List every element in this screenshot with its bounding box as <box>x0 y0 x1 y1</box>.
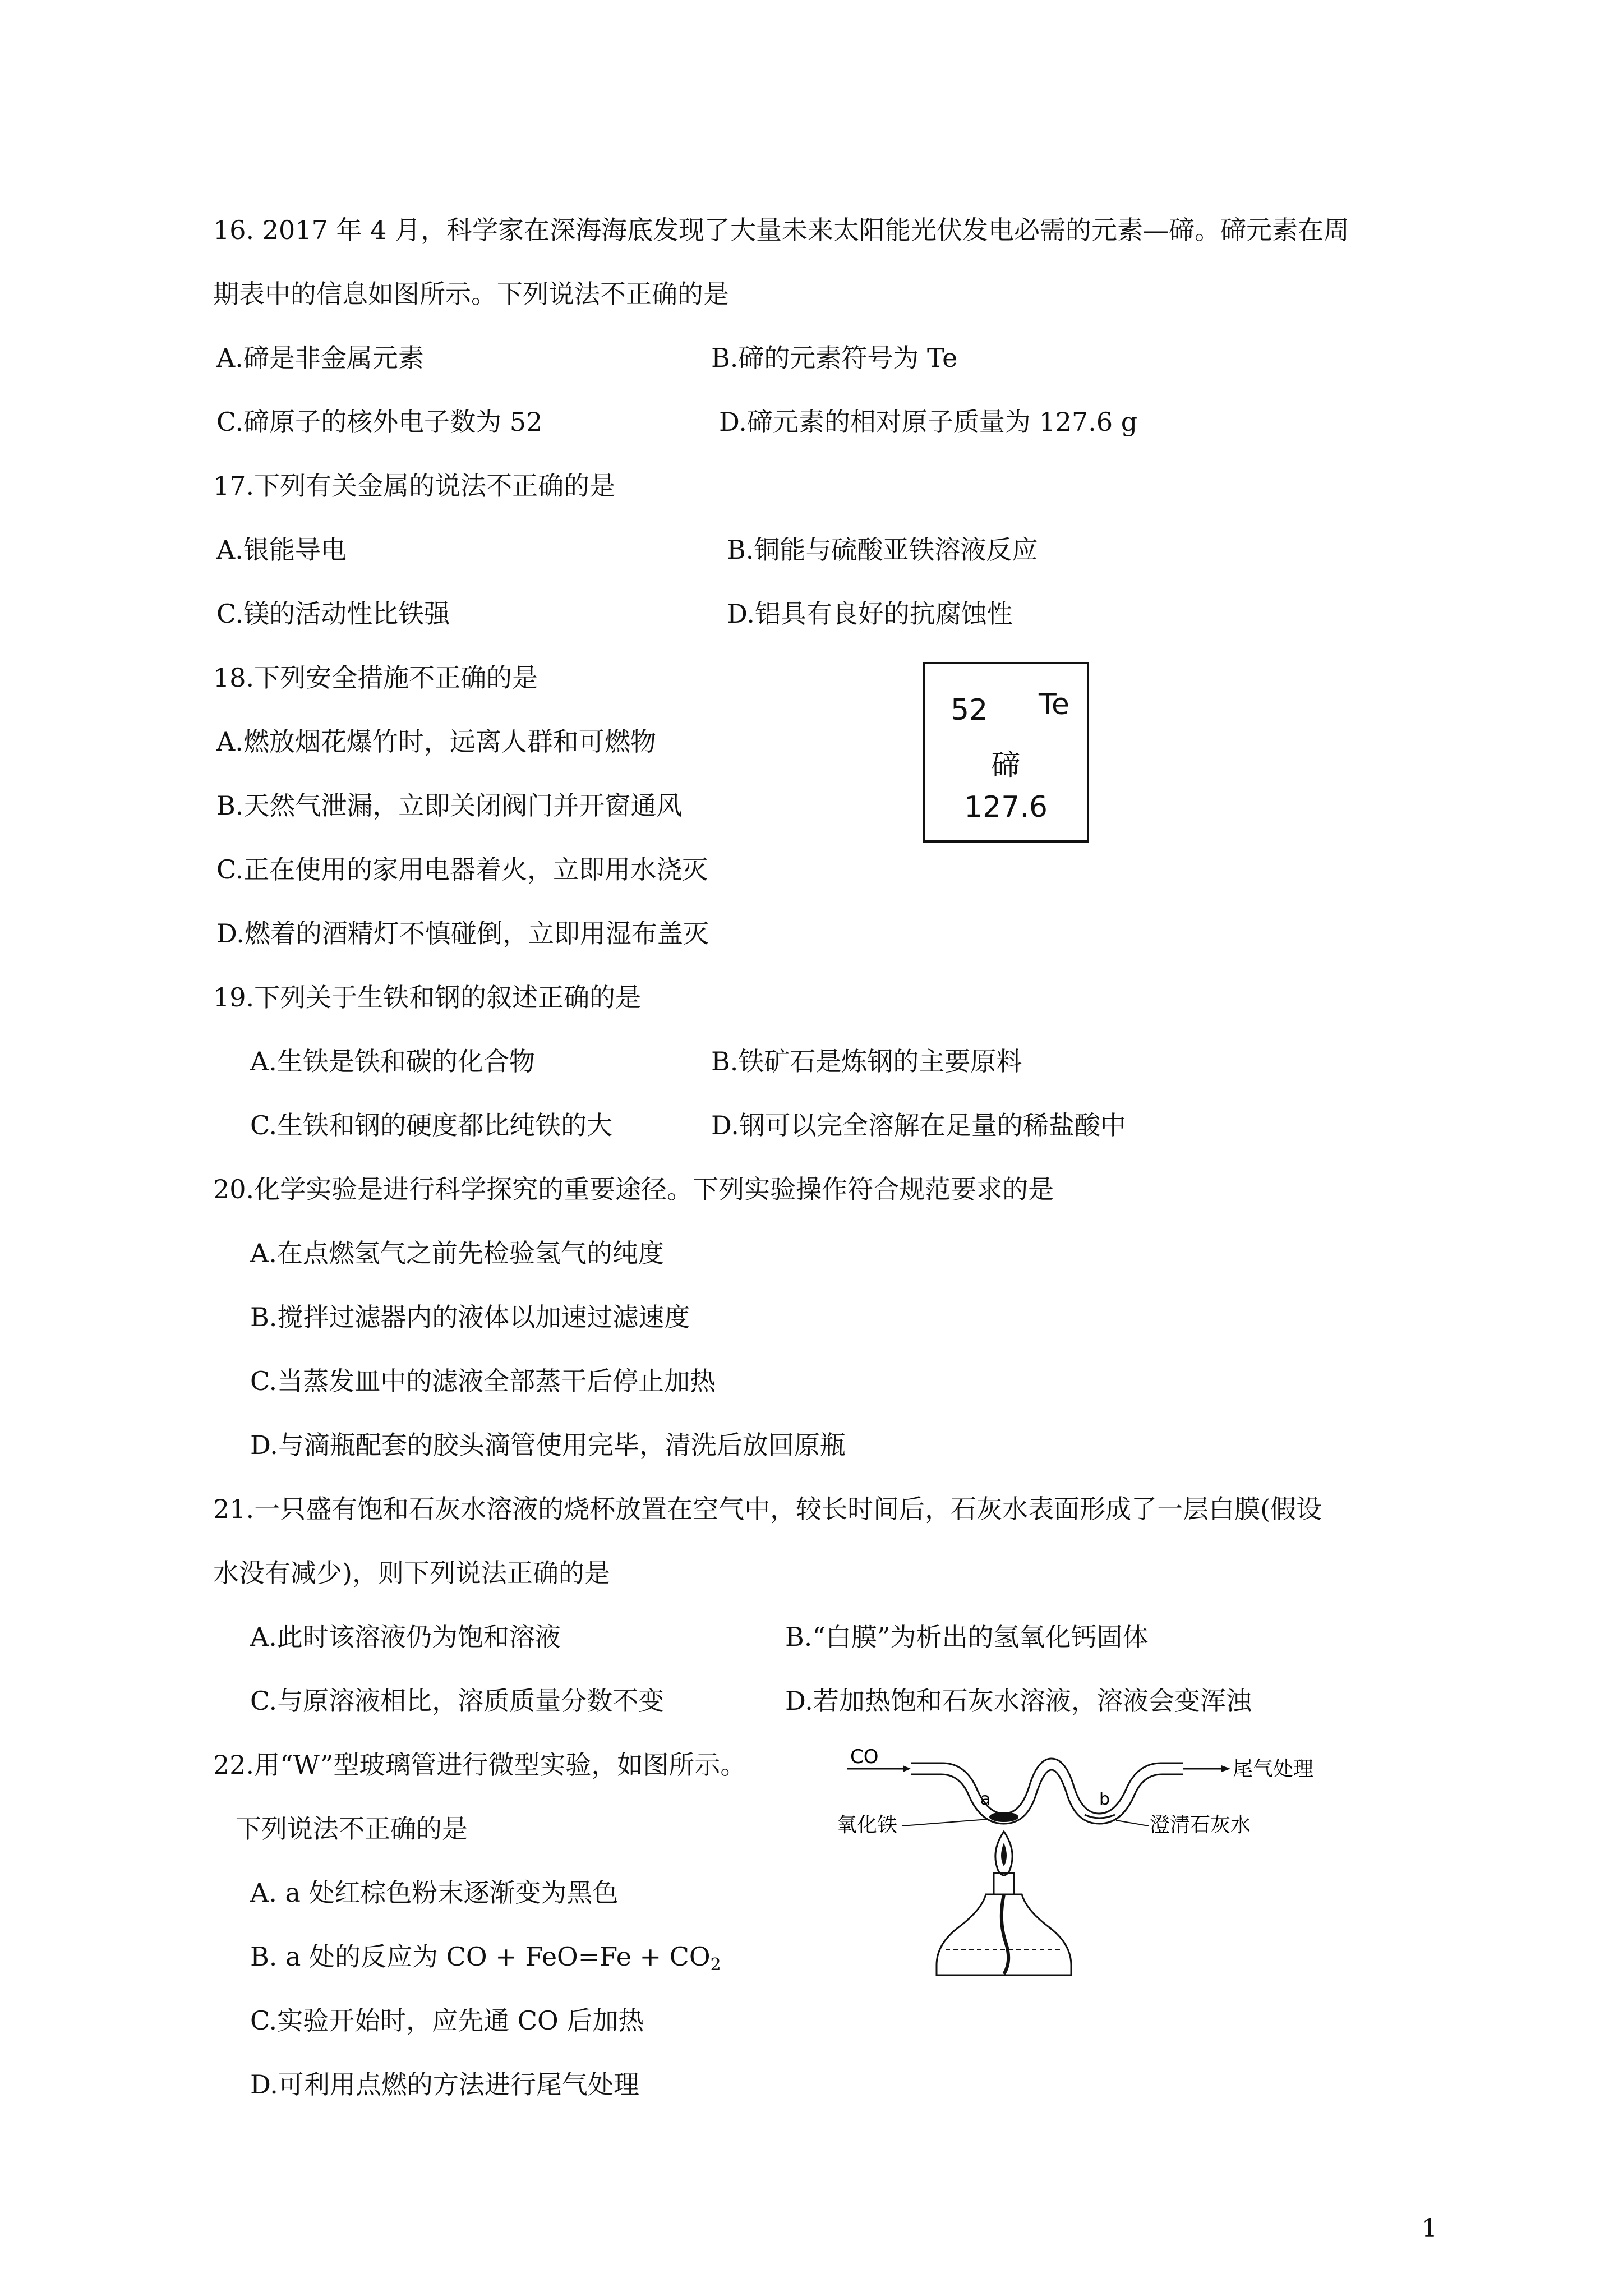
w-tube-outer-wall <box>911 1759 1183 1814</box>
q16-option-c: C.碲原子的核外电子数为 52 <box>216 407 543 437</box>
burner-wick-holder <box>994 1873 1014 1894</box>
q22-stem-line2: 下列说法不正确的是 <box>236 1814 468 1844</box>
q16-option-a: A.碲是非金属元素 <box>216 343 424 373</box>
q21-option-a: A.此时该溶液仍为饱和溶液 <box>250 1622 561 1652</box>
element-symbol: Te <box>1039 688 1069 721</box>
tail-gas-label: 尾气处理 <box>1233 1757 1314 1780</box>
q21-option-b: B.“白膜”为析出的氢氧化钙固体 <box>785 1622 1149 1652</box>
q18-option-c: C.正在使用的家用电器着火，立即用水浇灭 <box>216 854 708 885</box>
w-tube-apparatus-diagram <box>836 1742 1314 1994</box>
limewater-leader-line <box>1116 1820 1149 1826</box>
q20-option-b: B.搅拌过滤器内的液体以加速过滤速度 <box>250 1302 690 1332</box>
q19-option-b: B.铁矿石是炼钢的主要原料 <box>711 1046 1022 1076</box>
co-label: CO <box>850 1746 879 1768</box>
q16-option-d: D.碲元素的相对原子质量为 127.6 g <box>719 407 1138 437</box>
q18-option-a: A.燃放烟花爆竹时，远离人群和可燃物 <box>216 726 656 757</box>
q19-stem: 19.下列关于生铁和钢的叙述正确的是 <box>213 982 642 1013</box>
q19-option-a: A.生铁是铁和碳的化合物 <box>250 1046 535 1076</box>
q16-stem-line1: 16. 2017 年 4 月，科学家在深海海底发现了大量未来太阳能光伏发电必需的元素—碲。碲元素在周 <box>213 215 1349 245</box>
q17-option-b: B.铜能与硫酸亚铁溶液反应 <box>727 535 1038 565</box>
q18-option-b: B.天然气泄漏，立即关闭阀门并开窗通风 <box>216 790 683 821</box>
q22-option-b-subscript: 2 <box>710 1955 721 1975</box>
q21-stem-line1: 21.一只盛有饱和石灰水溶液的烧杯放置在空气中，较长时间后，石灰水表面形成了一层白膜(假设 <box>213 1494 1322 1524</box>
lamp-wick <box>1002 1894 1008 1974</box>
element-name: 碲 <box>991 749 1021 783</box>
label-a: a <box>980 1789 991 1809</box>
q22-option-b <box>250 1940 721 1982</box>
q17-option-a: A.银能导电 <box>216 535 347 565</box>
q21-option-c: C.与原溶液相比，溶质质量分数不变 <box>250 1686 665 1716</box>
q17-option-d: D.铝具有良好的抗腐蚀性 <box>727 599 1013 629</box>
q18-stem: 18.下列安全措施不正确的是 <box>213 662 538 693</box>
flame-core-icon <box>1001 1843 1007 1866</box>
element-card-tellurium <box>923 662 1089 843</box>
iron-oxide-label: 氧化铁 <box>837 1814 898 1837</box>
q20-option-a: A.在点燃氢气之前先检验氢气的纯度 <box>250 1238 664 1268</box>
q19-option-d: D.钢可以完全溶解在足量的稀盐酸中 <box>711 1110 1126 1140</box>
co-arrow-head-icon <box>903 1765 911 1772</box>
iron-oxide-powder <box>989 1812 1018 1822</box>
q22-option-d: D.可利用点燃的方法进行尾气处理 <box>250 2069 639 2100</box>
q17-option-c: C.镁的活动性比铁强 <box>216 599 450 629</box>
q22-option-c: C.实验开始时，应先通 CO 后加热 <box>250 2005 644 2036</box>
q19-option-c: C.生铁和钢的硬度都比纯铁的大 <box>250 1110 613 1140</box>
q22-stem-line1: 22.用“W”型玻璃管进行微型实验，如图所示。 <box>213 1750 746 1780</box>
limewater-level <box>1085 1815 1115 1818</box>
q20-stem: 20.化学实验是进行科学探究的重要途径。下列实验操作符合规范要求的是 <box>213 1174 1054 1204</box>
tail-arrow-head-icon <box>1221 1765 1230 1772</box>
page-number: 1 <box>1422 2214 1437 2243</box>
q21-option-d: D.若加热饱和石灰水溶液，溶液会变浑浊 <box>785 1686 1252 1716</box>
q22-option-a: A. a 处红棕色粉末逐渐变为黑色 <box>250 1878 619 1908</box>
q20-option-c: C.当蒸发皿中的滤液全部蒸干后停止加热 <box>250 1366 716 1396</box>
q16-option-b: B.碲的元素符号为 Te <box>711 343 958 373</box>
iron-oxide-leader-line <box>902 1819 988 1826</box>
q17-stem: 17.下列有关金属的说法不正确的是 <box>213 471 616 501</box>
q22-option-b-text: B. a 处的反应为 CO + FeO=Fe + CO <box>250 1941 711 1972</box>
label-b: b <box>1099 1789 1110 1809</box>
limewater-label: 澄清石灰水 <box>1150 1814 1251 1837</box>
q21-stem-line2: 水没有减少)，则下列说法正确的是 <box>213 1558 610 1588</box>
q20-option-d: D.与滴瓶配套的胶头滴管使用完毕，清洗后放回原瓶 <box>250 1430 846 1460</box>
q18-option-d: D.燃着的酒精灯不慎碰倒，立即用湿布盖灭 <box>216 918 709 949</box>
atomic-number: 52 <box>951 693 988 727</box>
w-tube-inner-wall <box>911 1770 1183 1824</box>
q16-stem-line2: 期表中的信息如图所示。下列说法不正确的是 <box>213 279 729 309</box>
relative-atomic-mass: 127.6 <box>964 790 1048 824</box>
